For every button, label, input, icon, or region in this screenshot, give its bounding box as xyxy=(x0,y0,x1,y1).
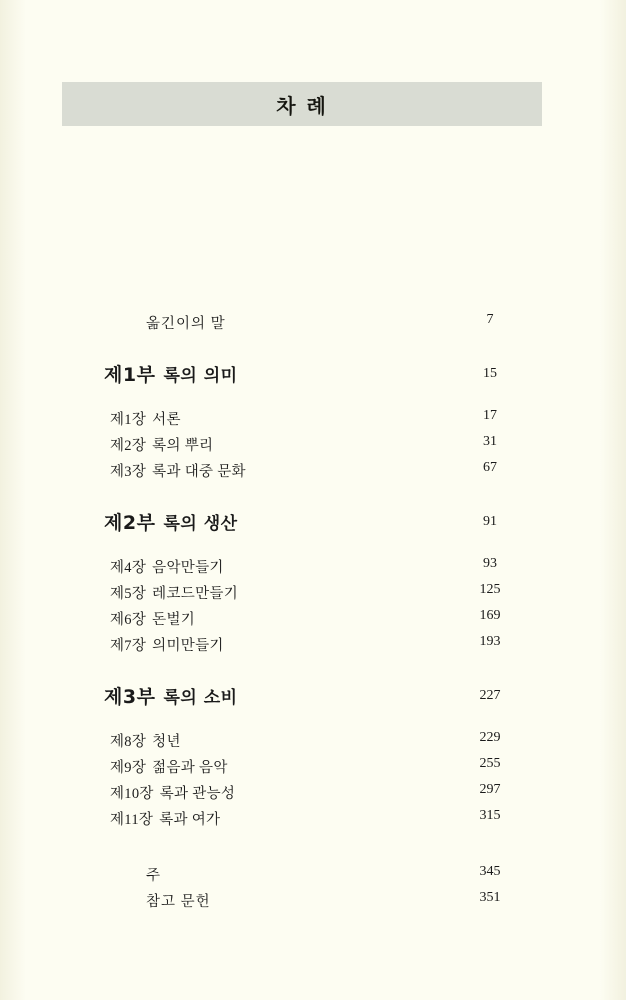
toc-chapter-number: 제8장 xyxy=(110,734,147,750)
toc-chapter-number: 제7장 xyxy=(110,638,147,654)
toc-chapter-title: 레코드만들기 xyxy=(152,586,239,602)
page-title: 차 례 xyxy=(276,93,328,118)
toc-chapter-page: 93 xyxy=(483,556,497,571)
toc-entry-page: 345 xyxy=(479,864,501,879)
toc-entry-chapter[interactable] xyxy=(0,582,626,608)
toc-part-number: 제2부 xyxy=(104,512,156,534)
spacer xyxy=(0,660,626,680)
toc-chapter-title: 젊음과 음악 xyxy=(152,760,228,776)
toc-chapter-label xyxy=(110,782,235,803)
toc-chapter-label xyxy=(110,808,220,829)
toc-entry-chapter[interactable] xyxy=(0,808,626,834)
toc-entry-chapter[interactable] xyxy=(0,730,626,756)
toc-chapter-title: 의미만들기 xyxy=(152,638,224,654)
toc-part-heading[interactable] xyxy=(0,680,626,720)
toc-entry-chapter[interactable] xyxy=(0,608,626,634)
toc-entry-front[interactable] xyxy=(0,312,626,338)
toc-entry-chapter[interactable] xyxy=(0,634,626,660)
table-of-contents xyxy=(0,312,626,916)
toc-chapter-page: 169 xyxy=(479,608,501,623)
toc-chapter-title: 록과 대중 문화 xyxy=(152,464,246,480)
toc-part-page: 227 xyxy=(479,688,501,703)
toc-chapter-label xyxy=(110,756,228,777)
toc-part-heading[interactable] xyxy=(0,358,626,398)
toc-entry-chapter[interactable] xyxy=(0,408,626,434)
toc-chapter-page: 125 xyxy=(479,582,501,597)
toc-chapter-page: 17 xyxy=(483,408,497,423)
toc-entry-chapter[interactable] xyxy=(0,756,626,782)
spacer xyxy=(0,486,626,506)
toc-entry-chapter[interactable] xyxy=(0,782,626,808)
toc-entry-chapter[interactable] xyxy=(0,460,626,486)
toc-entry-label: 참고 문헌 xyxy=(146,894,211,910)
toc-part-heading[interactable] xyxy=(0,506,626,546)
toc-chapter-page: 193 xyxy=(479,634,501,649)
toc-part-title: 록의 의미 xyxy=(163,366,238,386)
toc-chapter-number: 제9장 xyxy=(110,760,147,776)
toc-part-page: 15 xyxy=(483,366,497,381)
toc-chapter-page: 255 xyxy=(479,756,501,771)
toc-entry-chapter[interactable] xyxy=(0,434,626,460)
toc-chapter-label xyxy=(110,730,181,751)
toc-chapter-label xyxy=(110,408,181,429)
spacer xyxy=(0,398,626,408)
toc-entry-back[interactable] xyxy=(0,864,626,890)
toc-chapter-label xyxy=(110,556,224,577)
toc-chapter-label xyxy=(110,634,224,655)
spacer xyxy=(0,834,626,864)
toc-chapter-number: 제10장 xyxy=(110,786,154,802)
toc-entry-back[interactable] xyxy=(0,890,626,916)
page-title-band xyxy=(62,82,542,126)
toc-chapter-page: 297 xyxy=(479,782,501,797)
toc-chapter-page: 315 xyxy=(479,808,501,823)
toc-chapter-number: 제5장 xyxy=(110,586,147,602)
toc-entry-label: 주 xyxy=(146,868,162,884)
toc-chapter-page: 67 xyxy=(483,460,497,475)
toc-part-label xyxy=(104,682,238,709)
toc-chapter-label xyxy=(110,582,238,603)
toc-part-title: 록의 생산 xyxy=(163,514,238,534)
spacer xyxy=(0,338,626,358)
toc-chapter-label xyxy=(110,460,246,481)
spacer xyxy=(0,546,626,556)
toc-chapter-title: 청년 xyxy=(152,734,181,750)
toc-chapter-number: 제11장 xyxy=(110,812,154,828)
toc-chapter-number: 제1장 xyxy=(110,412,147,428)
spacer xyxy=(0,720,626,730)
toc-entry-page: 7 xyxy=(486,312,494,327)
toc-part-title: 록의 소비 xyxy=(163,688,238,708)
toc-chapter-number: 제4장 xyxy=(110,560,147,576)
toc-chapter-title: 록의 뿌리 xyxy=(152,438,214,454)
toc-chapter-label xyxy=(110,608,195,629)
toc-chapter-number: 제2장 xyxy=(110,438,147,454)
toc-chapter-page: 31 xyxy=(483,434,497,449)
toc-chapter-title: 록과 관능성 xyxy=(159,786,236,802)
toc-chapter-number: 제6장 xyxy=(110,612,147,628)
toc-part-page: 91 xyxy=(483,514,497,529)
toc-chapter-number: 제3장 xyxy=(110,464,147,480)
toc-entry-label: 옮긴이의 말 xyxy=(146,316,226,332)
toc-chapter-label xyxy=(110,434,213,455)
toc-chapter-title: 음악만들기 xyxy=(152,560,224,576)
toc-part-number: 제3부 xyxy=(104,686,156,708)
toc-entry-chapter[interactable] xyxy=(0,556,626,582)
toc-chapter-page: 229 xyxy=(479,730,501,745)
toc-entry-page: 351 xyxy=(479,890,501,905)
toc-part-label xyxy=(104,508,238,535)
toc-part-label xyxy=(104,360,238,387)
toc-chapter-title: 돈벌기 xyxy=(152,612,196,628)
toc-part-number: 제1부 xyxy=(104,364,156,386)
toc-chapter-title: 서론 xyxy=(152,412,181,428)
toc-chapter-title: 록과 여가 xyxy=(159,812,221,828)
